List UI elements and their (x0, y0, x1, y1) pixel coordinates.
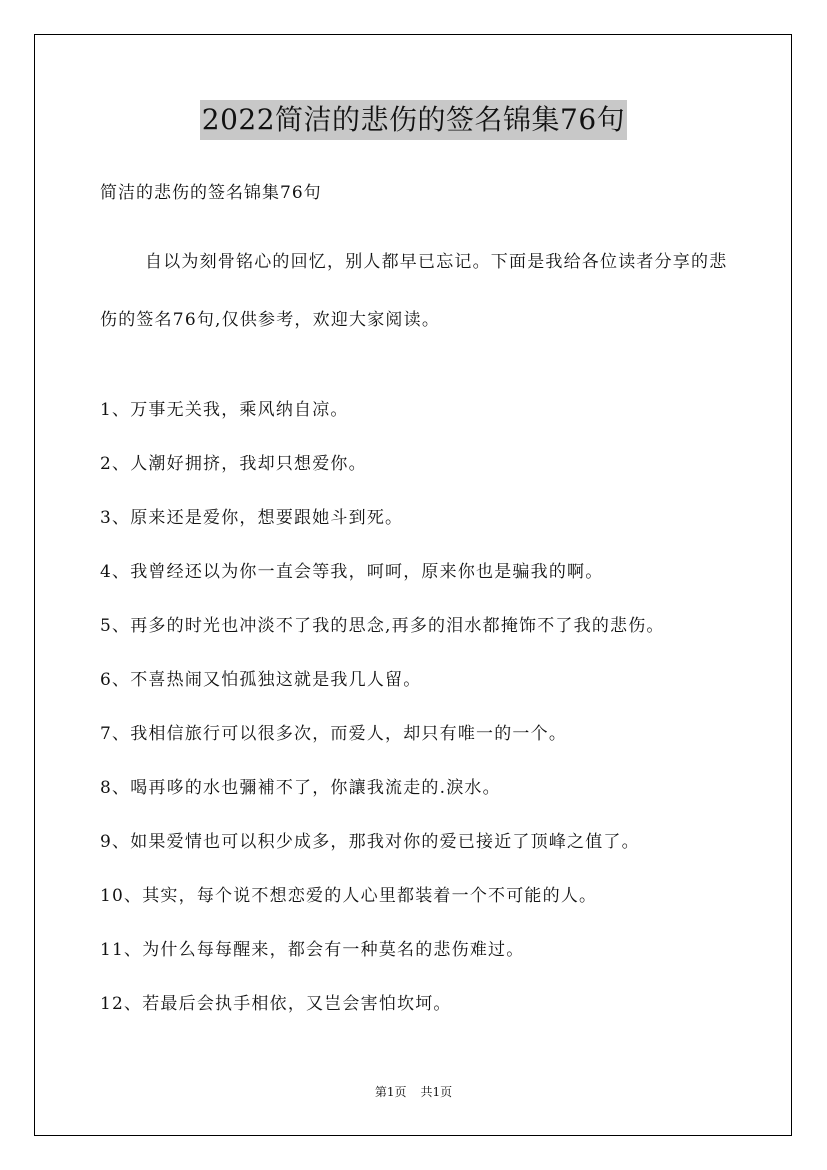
list-item: 8、喝再哆的水也彌補不了，你讓我流走的.淚水。 (100, 778, 501, 798)
list-item: 2、人潮好拥挤，我却只想爱你。 (100, 454, 367, 474)
list-item: 6、不喜热闹又怕孤独这就是我几人留。 (100, 670, 422, 690)
list-item: 7、我相信旅行可以很多次，而爱人，却只有唯一的一个。 (100, 724, 568, 744)
list-item: 9、如果爱情也可以积少成多，那我对你的爱已接近了顶峰之值了。 (100, 832, 640, 852)
page-number-total: 共1页 (420, 1085, 453, 1099)
list-item: 10、其实，每个说不想恋爱的人心里都装着一个不可能的人。 (100, 886, 598, 906)
page-footer (0, 1082, 827, 1102)
document-subtitle: 简洁的悲伤的签名锦集76句 (100, 183, 322, 203)
document-title: 2022简洁的悲伤的签名锦集76句 (200, 100, 627, 140)
title-container (0, 100, 827, 140)
list-item: 5、再多的时光也冲淡不了我的思念,再多的泪水都掩饰不了我的悲伤。 (100, 616, 665, 636)
list-item: 11、为什么每每醒来，都会有一种莫名的悲伤难过。 (100, 940, 525, 960)
list-item: 3、原来还是爱你，想要跟她斗到死。 (100, 508, 404, 528)
intro-paragraph: 自以为刻骨铭心的回忆，别人都早已忘记。下面是我给各位读者分享的悲伤的签名76句,仅供参考，欢迎大家阅读。 (100, 252, 728, 330)
page-number-current: 第1页 (374, 1085, 407, 1099)
list-item: 1、万事无关我，乘风纳自凉。 (100, 400, 349, 420)
signature-list (100, 393, 665, 1041)
list-item: 4、我曾经还以为你一直会等我，呵呵，原来你也是骗我的啊。 (100, 562, 604, 582)
list-item: 12、若最后会执手相依，又岂会害怕坎坷。 (100, 994, 452, 1014)
